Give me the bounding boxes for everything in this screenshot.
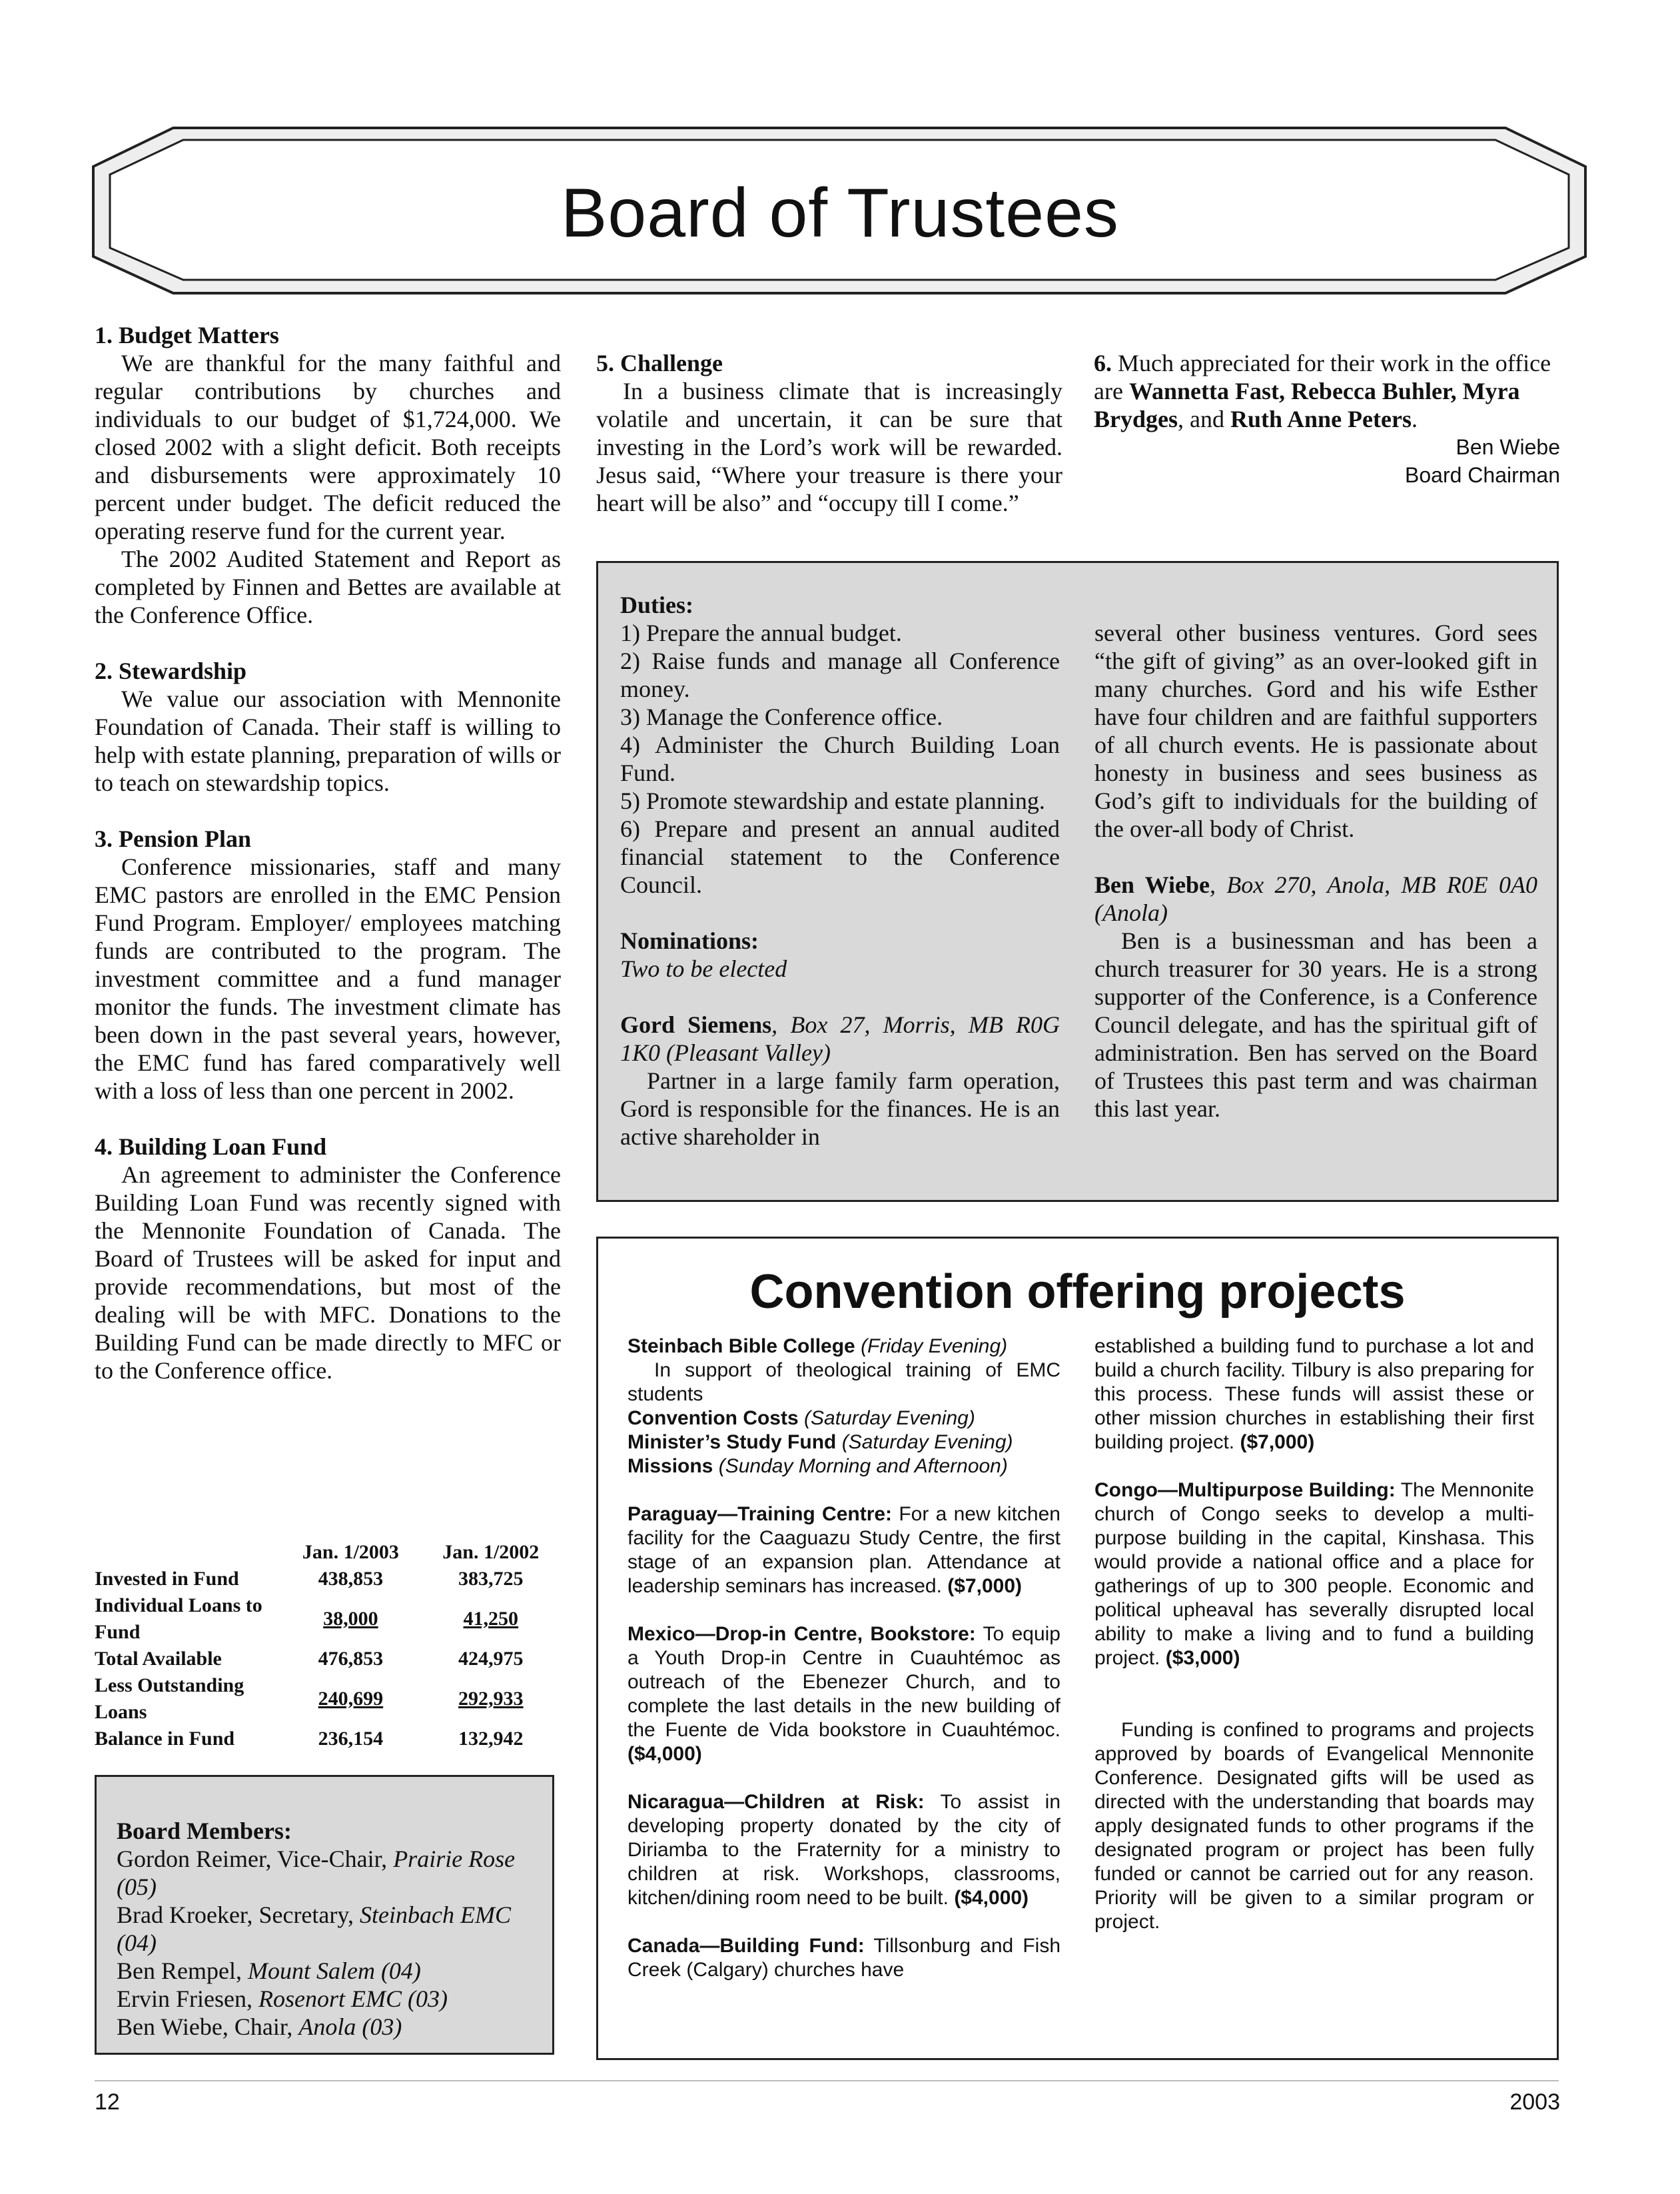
member-item: Brad Kroeker, Secretary, Steinbach EMC (04) (117, 1902, 511, 1956)
canada-item-cont: established a building fund to purchase a lot and build a church facility. Tilbury is also preparing for this process. These funds will assist these or other mission churches in establishing their first building project. ($7,000) (1094, 1335, 1534, 1453)
sbc-desc: In support of theological training of EMC students (628, 1359, 1060, 1405)
challenge-heading: 5. Challenge (596, 350, 723, 376)
left-column (95, 321, 561, 1384)
row-value: 424,975 (458, 1648, 524, 1670)
nominations-heading: Nominations: (620, 927, 759, 954)
msf-line: Minister’s Study Fund (Saturday Evening) (628, 1431, 1013, 1453)
row-value: 383,725 (458, 1568, 524, 1590)
member-item: Ben Wiebe, Chair, Anola (03) (117, 2013, 402, 2040)
board-members-heading: Board Members: (117, 1818, 292, 1844)
cc-line: Convention Costs (Saturday Evening) (628, 1407, 975, 1429)
loan-fund-p1: An agreement to administer the Conference Building Loan Fund was recently signed with the Mennonite Foundation of Canada. The Board of Trustees will be asked for input and provide recommendations, but most of the dealing will be with MFC. Donations to the Building Fund can be made directly to MFC or to the Conference office. (95, 1161, 561, 1384)
congo-item: Congo—Multipurpose Building: The Mennonite church of Congo seeks to develop a multi-purpose building in the capital, Kinshasa. This would provide a national office and a place for gatherings of up to 300 people. Economic and political upheaval has severally disrupted local ability to make a living and to fund a building project. ($3,000) (1094, 1479, 1534, 1669)
table-row (95, 1672, 561, 1726)
row-value: 38,000 (323, 1608, 378, 1630)
signature-name: Ben Wiebe (1456, 435, 1560, 459)
duty-item: 2) Raise funds and manage all Conference money. (620, 648, 1060, 702)
row-label: Individual Loans to Fund (95, 1594, 262, 1643)
convention-box (596, 1237, 1559, 2060)
duty-item: 3) Manage the Conference office. (620, 704, 943, 730)
duty-item: 1) Prepare the annual budget. (620, 620, 902, 646)
board-members-box (95, 1775, 554, 2055)
row-label: Less Outstanding Loans (95, 1674, 244, 1723)
duty-item: 4) Administer the Church Building Loan Fund. (620, 732, 1060, 786)
table-row (95, 1646, 561, 1672)
row-label: Invested in Fund (95, 1568, 239, 1590)
pension-p1: Conference missionaries, staff and many EMC pastors are enrolled in the EMC Pension Fund Program. Employer/ employees matching funds are contributed to the program. The investment committee and a fund manager monitor the funds. The investment climate has been down in the past several years, however, the EMC fund has fared comparatively well with a loss of less than one percent in 2002. (95, 853, 561, 1104)
missions-line: Missions (Sunday Morning and Afternoon) (628, 1455, 1008, 1477)
row-value: 41,250 (463, 1608, 519, 1630)
page-title: Board of Trustees (561, 175, 1119, 252)
challenge-section (596, 349, 1062, 517)
row-label: Balance in Fund (95, 1728, 235, 1750)
duty-item: 5) Promote stewardship and estate planning. (620, 788, 1045, 814)
banner-frame (0, 0, 1680, 306)
footer-rule (95, 2080, 1559, 2081)
table-row (95, 1592, 561, 1646)
sbc-line: Steinbach Bible College (Friday Evening) (628, 1335, 1008, 1357)
table-row (95, 1566, 561, 1592)
nominations-text: Two to be elected (620, 955, 787, 982)
paraguay-item: Paraguay—Training Centre: For a new kitchen facility for the Caaguazu Study Centre, the first stage of an expansion plan. Attendance at leadership seminars has increased. ($7,000) (628, 1503, 1060, 1597)
budget-heading: 1. Budget Matters (95, 322, 279, 348)
appreciation-text: 6. Much appreciated for their work in the office are Wannetta Fast, Rebecca Buhler, Myra Brydges, and Ruth Anne Peters. (1094, 350, 1551, 432)
member-item: Gordon Reimer, Vice-Chair, Prairie Rose (05) (117, 1846, 516, 1900)
duties-box (596, 561, 1559, 1202)
canada-item: Canada—Building Fund: Tillsonburg and Fish Creek (Calgary) churches have (628, 1935, 1061, 1981)
row-label: Total Available (95, 1648, 222, 1670)
fund-table (95, 1539, 561, 1752)
fund-col1-header: Jan. 1/2003 (302, 1541, 399, 1563)
budget-p2: The 2002 Audited Statement and Report as completed by Finnen and Bettes are available at the Conference Office. (95, 546, 561, 628)
appreciation-section (1094, 349, 1560, 489)
stewardship-heading: 2. Stewardship (95, 658, 247, 684)
row-value: 476,853 (318, 1648, 384, 1670)
duties-left (620, 591, 1060, 1151)
challenge-p1: In a business climate that is increasingly volatile and uncertain, it can be sure that investing in the Lord’s work will be rewarded. Jesus said, “Where your treasure is there your heart will be also” and “occupy till I come.” (596, 378, 1062, 516)
convention-title: Convention offering projects (749, 1265, 1406, 1319)
nicaragua-item: Nicaragua—Children at Risk: To assist in developing property donated by the city of Diriamba to the Fraternity for a ministry to children at risk. Workshops, classrooms, kitchen/dining room need to be built. ($4,000) (628, 1791, 1061, 1909)
fund-col2-header: Jan. 1/2002 (442, 1541, 540, 1563)
member-item: Ervin Friesen, Rosenort EMC (03) (117, 1985, 448, 2012)
ben-intro: Ben Wiebe, Box 270, Anola, MB R0E 0A0 (Anola) (1094, 871, 1537, 926)
mexico-item: Mexico—Drop-in Centre, Bookstore: To equip a Youth Drop-in Centre in Cuauhtémoc as outreach of the Ebenezer Church, and to complete the last details in the new building of the Fuente de Vida bookstore in Cuauhtémoc. ($4,000) (628, 1623, 1060, 1765)
pension-heading: 3. Pension Plan (95, 825, 252, 852)
page-number: 12 (95, 2089, 120, 2115)
footer-year: 2003 (1509, 2089, 1560, 2115)
convention-left (628, 1335, 1060, 1982)
loan-fund-heading: 4. Building Loan Fund (95, 1133, 327, 1160)
signature-title: Board Chairman (1405, 463, 1560, 487)
duty-item: 6) Prepare and present an annual audited financial statement to the Conference Council. (620, 816, 1060, 898)
title-banner (0, 0, 1680, 306)
member-item: Ben Rempel, Mount Salem (04) (117, 1957, 421, 1984)
duties-right (1094, 619, 1537, 1123)
fund-table-wrap (95, 1539, 561, 1752)
row-value: 292,933 (458, 1688, 524, 1710)
row-value: 236,154 (318, 1728, 384, 1750)
gord-p2: several other business ventures. Gord sees “the gift of giving” as an over-looked gift in many churches. Gord and his wife Esther have four children and are faithful supporters of all church events. He is passionate about honesty in business and sees business as God’s gift to individuals for the building of the over-all body of Christ. (1094, 620, 1537, 842)
convention-right (1094, 1335, 1534, 1934)
stewardship-p1: We value our association with Mennonite Foundation of Canada. Their staff is willing to help with estate planning, preparation of wills or to teach on stewardship topics. (95, 686, 561, 796)
funding-note: Funding is confined to programs and projects approved by boards of Evangelical Mennonite Conference. Designated gifts will be used as directed with the understanding that boards may apply designated funds to other programs if the designated program or project has been fully funded or cannot be carried out for any reason. Priority will be given to a similar program or project. (1094, 1719, 1534, 1933)
gord-intro: Gord Siemens, Box 27, Morris, MB R0G 1K0 (Pleasant Valley) (620, 1011, 1060, 1066)
table-row (95, 1726, 561, 1752)
ben-p1: Ben is a businessman and has been a church treasurer for 30 years. He is a strong supporter of the Conference, is a Conference Council delegate, and has the spiritual gift of administration. Ben has served on the Board of Trustees this past term and was chairman this last year. (1094, 927, 1537, 1122)
row-value: 438,853 (318, 1568, 384, 1590)
row-value: 132,942 (458, 1728, 524, 1750)
duties-heading: Duties: (620, 592, 693, 618)
gord-p1: Partner in a large family farm operation, Gord is responsible for the finances. He is an active shareholder in (620, 1067, 1060, 1150)
budget-p1: We are thankful for the many faithful and regular contributions by churches and individuals to our budget of $1,724,000. We closed 2002 with a slight deficit. Both receipts and disbursements were approximately 10 percent under budget. The deficit reduced the operating reserve fund for the current year. (95, 350, 561, 544)
row-value: 240,699 (318, 1688, 384, 1710)
